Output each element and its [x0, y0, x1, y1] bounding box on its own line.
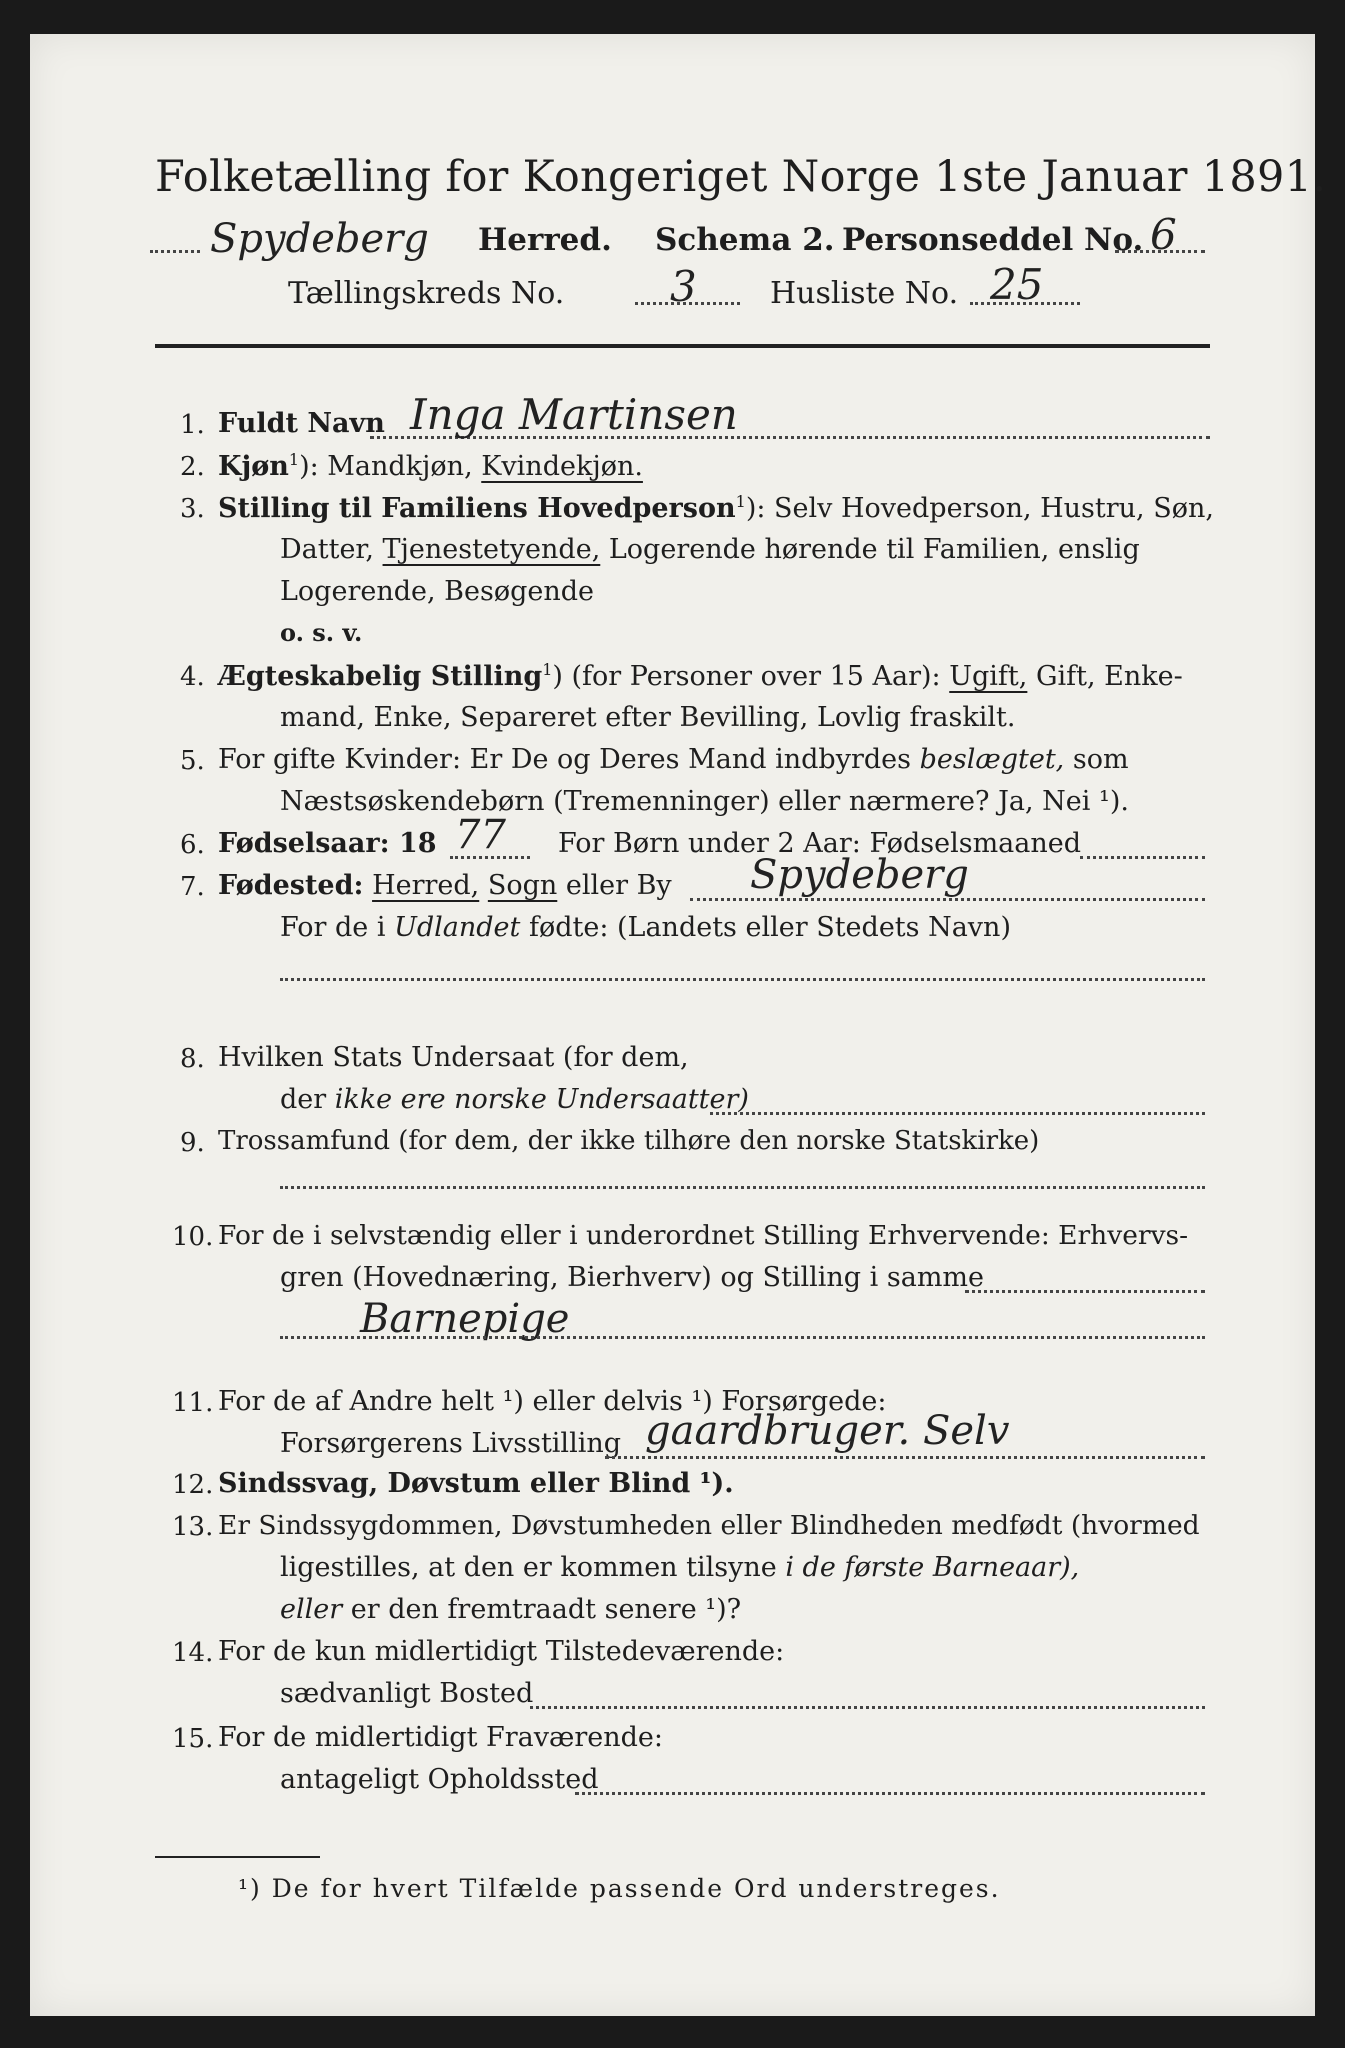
item-3-option-datter: Datter,	[280, 534, 374, 565]
item-13-label: Er Sindssygdommen, Døvstumheden eller Blindheden medfødt (hvormed	[218, 1510, 1200, 1541]
item-7-number: 7.	[180, 872, 205, 902]
personseddel-label: Personseddel No.	[842, 222, 1144, 258]
item-4-option-ugift: Ugift,	[949, 661, 1028, 692]
item-4-number: 4.	[180, 662, 205, 692]
item-2-option-female: Kvindekjøn.	[481, 451, 643, 482]
form-title: Folketælling for Kongeriget Norge 1ste Januar 1891.	[155, 152, 1327, 202]
item-2-label: Kjøn	[218, 451, 289, 482]
item-15-location-label: antageligt Opholdssted	[280, 1764, 599, 1795]
item-3-osv: o. s. v.	[280, 618, 363, 647]
item-7-option-sogn: Sogn	[487, 870, 558, 901]
item-10-label-2: gren (Hovednæring, Bierhverv) og Stilling i samme	[280, 1262, 985, 1293]
item-11-number: 11.	[172, 1388, 214, 1418]
item-15-number: 15.	[172, 1724, 214, 1754]
item-14-label: For de kun midlertidigt Tilstedeværende:	[218, 1636, 785, 1667]
item-8-label: Hvilken Stats Undersaat (for dem,	[218, 1042, 689, 1073]
occupation-value: Barnepige	[360, 1296, 570, 1342]
husliste-value: 25	[990, 260, 1044, 309]
item-6-number: 6.	[180, 830, 205, 860]
item-3-options-1: ): Selv Hovedperson, Hustru, Søn,	[745, 493, 1214, 524]
item-13-eller: eller	[280, 1594, 343, 1625]
item-3-number: 3.	[180, 494, 205, 524]
item-11-dotline	[605, 1456, 1205, 1459]
item-4-label: Ægteskabelig Stilling	[218, 661, 543, 692]
item-1-number: 1.	[180, 410, 205, 440]
item-7-udlandet: Udlandet	[394, 912, 521, 943]
supporter-occupation-value: gaardbruger. Selv	[645, 1408, 1010, 1454]
item-5-question: For gifte Kvinder: Er De og Deres Mand indbyrdes	[218, 744, 911, 775]
item-3-option-tjenestetyende: Tjenestetyende,	[382, 534, 601, 565]
full-name-value: Inga Martinsen	[410, 390, 738, 439]
herred-label: Herred.	[478, 222, 612, 258]
item-3-options-3: Logerende, Besøgende	[280, 576, 594, 607]
item-10-dotline-1	[965, 1290, 1205, 1293]
footnote-rule	[155, 1856, 320, 1858]
item-7-option-by: eller By	[565, 870, 672, 901]
item-7-option-herred: Herred,	[372, 870, 480, 901]
herred-value: Spydeberg	[210, 216, 429, 262]
kreds-label: Tællingskreds No.	[288, 276, 565, 311]
item-4-note: ) (for Personer over 15 Aar):	[552, 661, 941, 692]
item-4-options-2: mand, Enke, Separeret efter Bevilling, Lovlig fraskilt.	[280, 702, 1016, 733]
item-1-label: Fuldt Navn	[218, 408, 385, 439]
personseddel-value: 6	[1150, 210, 1177, 259]
item-5-beslaegtet: beslægtet,	[919, 744, 1065, 775]
birth-year-value: 77	[455, 812, 506, 858]
item-8-dotline	[710, 1112, 1205, 1115]
item-7-foreign-1: For de i	[280, 912, 386, 943]
item-9-dotline	[280, 1186, 1205, 1189]
item-15-dotline	[575, 1792, 1205, 1795]
item-11-label: For de af Andre helt ¹) eller delvis ¹) Forsørgede:	[218, 1386, 887, 1417]
item-5-som: som	[1072, 744, 1129, 775]
item-15-label: For de midlertidigt Fraværende:	[218, 1722, 664, 1753]
item-9-label: Trossamfund (for dem, der ikke tilhøre den norske Statskirke)	[218, 1126, 1040, 1156]
item-2-option-male: ): Mandkjøn,	[299, 451, 473, 482]
item-14-number: 14.	[172, 1638, 214, 1668]
item-10-dotline-2	[280, 1336, 1205, 1339]
item-6-label: Fødselsaar: 18	[218, 828, 437, 859]
item-13-later: er den fremtraadt senere ¹)?	[350, 1594, 742, 1625]
item-2-number: 2.	[180, 452, 205, 482]
item-5-number: 5.	[180, 746, 205, 776]
item-13-number: 13.	[172, 1512, 214, 1542]
item-7-label: Fødested:	[218, 870, 364, 901]
item-13-childhood: i de første Barneaar),	[785, 1552, 1080, 1583]
item-6-month-label: For Børn under 2 Aar: Fødselsmaaned	[558, 828, 1082, 859]
item-3-options-2: Logerende hørende til Familien, enslig	[608, 534, 1140, 565]
item-10-number: 10.	[172, 1222, 214, 1252]
item-6-month-dotline	[1080, 856, 1205, 859]
header-rule	[155, 344, 1210, 348]
schema-label: Schema 2.	[655, 222, 835, 258]
kreds-value: 3	[670, 262, 697, 311]
item-8-number: 8.	[180, 1044, 205, 1074]
item-12-label: Sindssvag, Døvstum eller Blind ¹).	[218, 1468, 734, 1499]
item-9-number: 9.	[180, 1128, 205, 1158]
birthplace-value: Spydeberg	[750, 852, 969, 898]
item-8-der: der	[280, 1084, 327, 1115]
item-7-foreign-2: fødte: (Landets eller Stedets Navn)	[528, 912, 1011, 943]
item-8-note: ikke ere norske Undersaatter)	[334, 1084, 749, 1115]
item-7-dotline	[690, 898, 1205, 901]
item-13-label-2: ligestilles, at den er kommen tilsyne	[280, 1552, 777, 1583]
item-5-question-2: Næstsøskendebørn (Tremenninger) eller nærmere? Ja, Nei ¹).	[280, 786, 1129, 817]
husliste-label: Husliste No.	[770, 276, 959, 311]
item-3-label: Stilling til Familiens Hovedperson	[218, 493, 736, 524]
census-form-sheet: Folketælling for Kongeriget Norge 1ste Januar 1891. Spydeberg Herred. Schema 2. Personseddel No. 6 Tællingskreds No. 3 Husliste No. 25 1. Fuldt Navn Inga Martinsen 2. Kjøn$^1$): Mandkjøn, Kvindekjøn. 3. Stilling til Familiens Hovedperson$^1$): Selv Hovedperson, Hustru, Søn, Datter, Tjenestetyende, Logerende hørende til Familien, enslig Logerende, Besøgende o. s. v. 4. Ægteskabelig Stilling$^1$) (for Personer over 15 Aar): Ugift, Gift, Enke- mand, Enke, Separeret efter Bevilling, Lovlig fraskilt. 5. For gifte Kvinder: Er De og Deres Mand indbyrdes beslægtet, som Næstsøskendebørn (Tremenninger) eller nærmere? Ja, Nei ¹). 6. Fødselsaar: 18 77 For Børn under 2 Aar: Fødselsmaaned 7. Fødested: Herred, Sogn eller By Spydeberg For de i Udlandet fødte: (Landets eller Stedets Navn) 8. Hvilken Stats Undersaat (for dem, der ikke ere norske Undersaatter) 9. Trossamfund (for dem, der ikke tilhøre den norske Statskirke) 10. For de i selvstændig eller i underordnet Stilling Erhvervende: Erhvervs- gren (Hovednæring, Bierhverv) og Stilling i samme Barnepige 11. For de af Andre helt ¹) eller delvis ¹) Forsørgede: Forsørgerens Livsstilling gaardbruger. Selv 12. Sindssvag, Døvstum eller Blind ¹). 13. Er Sindssygdommen, Døvstumheden eller Blindheden medfødt (hvormed ligestilles, at den er kommen tilsyne i de første Barneaar), eller er den fremtraadt senere ¹)? 14. For de kun midlertidigt Tilstedeværende: sædvanligt Bosted 15. For de midlertidigt Fraværende: antageligt Opholdssted ¹) De for hvert Tilfælde passende Ord understreges.	[30, 34, 1315, 2016]
item-10-label: For de i selvstændig eller i underordnet Stilling Erhvervende: Erhvervs-	[218, 1220, 1189, 1251]
item-11-supporter-label: Forsørgerens Livsstilling	[280, 1428, 622, 1459]
herred-dotline	[150, 250, 200, 253]
item-14-dotline	[530, 1706, 1205, 1709]
item-14-residence-label: sædvanligt Bosted	[280, 1678, 534, 1709]
item-4-options-1: Gift, Enke-	[1035, 661, 1183, 692]
item-7-foreign-dotline	[280, 978, 1205, 981]
item-12-number: 12.	[172, 1470, 214, 1500]
footnote: ¹) De for hvert Tilfælde passende Ord understreges.	[238, 1874, 1001, 1903]
